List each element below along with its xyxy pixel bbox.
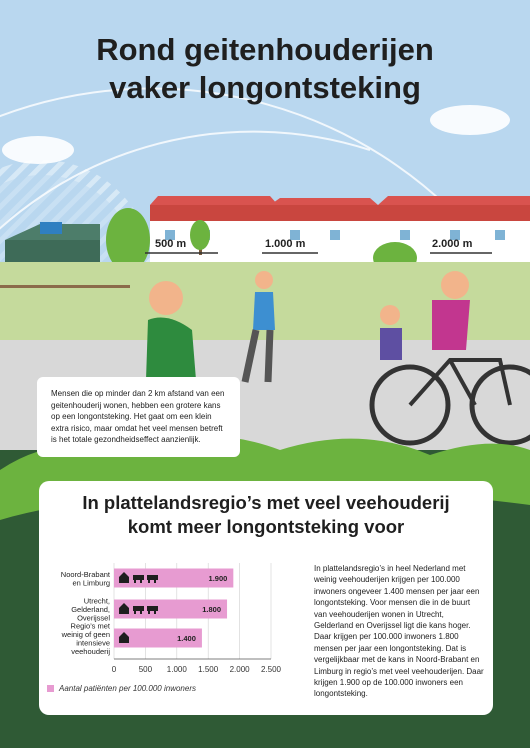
bar-value-label: 1.900 bbox=[208, 574, 228, 583]
category-label: en Limburg bbox=[72, 578, 110, 588]
cloud bbox=[2, 136, 74, 164]
bar-chart bbox=[39, 481, 309, 715]
panel-title-line-1: In plattelandsregio’s met veel veehouderij bbox=[82, 492, 450, 513]
chart-panel bbox=[39, 481, 493, 715]
distance-label-500m: 500 m bbox=[155, 238, 187, 250]
panel-explanation-text: In plattelandsregio’s in heel Nederland met weinig veehouderijen krijgen per 100.000 inwoners ongeveer 1.400 mensen per jaar een longontsteking. Voor mensen die in de buurt van veehouderijen wonen in Utrecht, Gelderland en Overijssel ligt die kans hoger. Daar krijgen per 100.000 inwoners 1.800 mensen per jaar een longontsteking. Dat is vergelijkbaar met de kans in Noord-Brabant en Limburg in regio’s met veel veehouderijen. Daar krijgen 1.900 op de 100.000 inwoners een longontsteking. bbox=[314, 564, 484, 699]
info-box-text: Mensen die op minder dan 2 km afstand van een geitenhouderij wonen, hebben een grotere kans op een longontsteking. Het gaat om een klein extra risico, maar omdat het veel mensen betreft is het totale gezondheidseffect aanzienlijk. bbox=[51, 389, 225, 445]
legend-swatch bbox=[47, 685, 54, 692]
page-title bbox=[0, 31, 530, 107]
category-label: Utrecht, bbox=[83, 596, 110, 606]
cloud bbox=[430, 105, 510, 135]
x-tick-label: 2.500 bbox=[260, 665, 282, 674]
title-line-1: Rond geitenhouderijen bbox=[96, 32, 434, 67]
x-tick-label: 1.500 bbox=[198, 665, 219, 674]
category-label: Overijssel bbox=[77, 613, 110, 623]
x-tick-label: 2.000 bbox=[229, 665, 250, 674]
bar-value-label: 1.800 bbox=[202, 605, 222, 614]
panel-title-line-2: komt meer longontsteking voor bbox=[127, 516, 405, 537]
title-line-2: vaker longontsteking bbox=[109, 70, 421, 105]
category-label: veehouderij bbox=[71, 646, 110, 656]
category-label: weinig of geen bbox=[61, 629, 110, 639]
info-box bbox=[37, 377, 240, 457]
x-tick-label: 0 bbox=[111, 665, 117, 674]
tree bbox=[190, 220, 210, 250]
legend-label: Aantal patiënten per 100.000 inwoners bbox=[59, 684, 196, 693]
bar-value-label: 1.400 bbox=[177, 634, 196, 643]
chart-legend bbox=[47, 684, 196, 693]
category-label: intensieve bbox=[76, 638, 110, 648]
category-label: Noord-Brabant bbox=[60, 569, 110, 579]
category-label: Regio’s met bbox=[70, 621, 110, 631]
category-label: Gelderland, bbox=[71, 605, 110, 614]
distance-label-1000m: 1.000 m bbox=[265, 238, 306, 250]
x-tick-label: 500 bbox=[138, 665, 153, 674]
distance-label-2000m: 2.000 m bbox=[432, 238, 473, 250]
x-tick-label: 1.000 bbox=[166, 665, 187, 674]
